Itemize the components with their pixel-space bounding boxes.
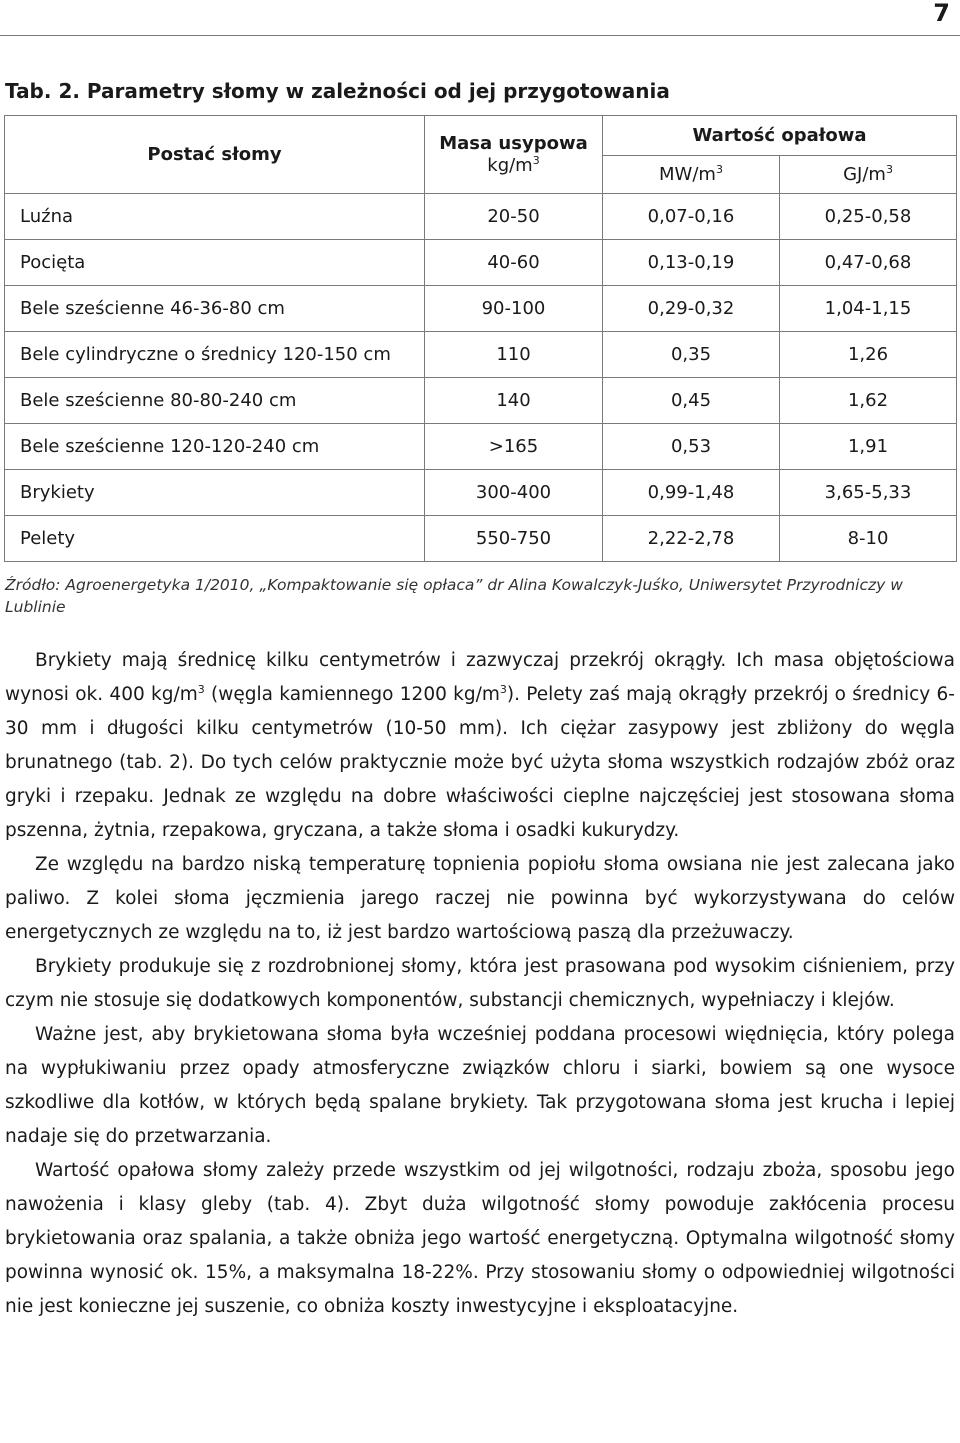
header-form: Postać słomy (5, 116, 425, 194)
header-bulk-density-title: Masa usypowa (439, 132, 588, 154)
row-label: Bele cylindryczne o średnicy 120-150 cm (5, 332, 425, 378)
table-row (5, 240, 957, 286)
row-mass: 550-750 (425, 516, 603, 562)
row-mass: >165 (425, 424, 603, 470)
row-mw: 0,99-1,48 (603, 470, 780, 516)
table-row (5, 470, 957, 516)
table-row (5, 424, 957, 470)
table-row (5, 378, 957, 424)
row-gj: 3,65-5,33 (780, 470, 957, 516)
row-gj: 0,47-0,68 (780, 240, 957, 286)
paragraph-briquettes-pellets: Brykiety mają średnicę kilku centymetrów i zazwyczaj przekrój okrągły. Ich masa objętościowa wynosi ok. 400 $kg/m^3$ (węgla kamiennego 1200 $kg/m^3$). Pelety zaś mają okrągły przekrój o średnicy 6-30 mm i długości kilku centymetrów (10-50 mm). Ich ciężar zasypowy jest zbliżony do węgla brunatnego (tab. 2). Do tych celów praktycznie może być użyta słoma wszystkich rodzajów zbóż oraz gryki i rzepaku. Jednak ze względu na dobre właściwości cieplne najczęściej jest stosowana słoma pszenna, żytnia, rzepakowa, gryczana, a także słoma i osadki kukurydzy. (5, 650, 955, 841)
paragraph-moisture: Wartość opałowa słomy zależy przede wszystkim od jej wilgotności, rodzaju zboża, sposobu jego nawożenia i klasy gleby (tab. 4). Zbyt duża wilgotność słomy powoduje zakłócenia procesu brykietowania oraz spalania, a także obniża jego wartość energetyczną. Optymalna wilgotność słomy powinna wynosić ok. 15%, a maksymalna 18-22%. Przy stosowaniu słomy o odpowiedniej wilgotności nie jest konieczne jej suszenie, co obniża koszty inwestycyjne i eksploatacyjne. (5, 1160, 955, 1317)
row-mass: 90-100 (425, 286, 603, 332)
row-mw: 0,13-0,19 (603, 240, 780, 286)
header-calorific-value: Wartość opałowa (603, 116, 957, 156)
row-gj: 1,04-1,15 (780, 286, 957, 332)
table-row (5, 194, 957, 240)
row-label: Pocięta (5, 240, 425, 286)
row-mw: 2,22-2,78 (603, 516, 780, 562)
row-mass: 140 (425, 378, 603, 424)
paragraph-oat-barley: Ze względu na bardzo niską temperaturę topnienia popiołu słoma owsiana nie jest zalecana jako paliwo. Z kolei słoma jęczmienia jarego raczej nie powinna być wykorzystywana do celów energetycznych ze względu na to, iż jest bardzo wartościową paszą dla przeżuwaczy. (5, 854, 955, 943)
row-gj: 1,26 (780, 332, 957, 378)
row-mw: 0,53 (603, 424, 780, 470)
straw-parameters-table (4, 115, 957, 562)
row-gj: 0,25-0,58 (780, 194, 957, 240)
header-rule (0, 35, 960, 36)
body-text (5, 644, 955, 1324)
row-mass: 300-400 (425, 470, 603, 516)
header-bulk-density (425, 116, 603, 194)
row-mass: 40-60 (425, 240, 603, 286)
row-gj: 1,91 (780, 424, 957, 470)
header-bulk-density-unit: $kg/m^3$ (487, 153, 540, 176)
table-row (5, 332, 957, 378)
row-mw: 0,35 (603, 332, 780, 378)
paragraph-production: Brykiety produkuje się z rozdrobnionej słomy, która jest prasowana pod wysokim ciśnieniem, przy czym nie stosuje się dodatkowych komponentów, substancji chemicznych, wypełniaczy i klejów. (5, 956, 955, 1011)
row-label: Luźna (5, 194, 425, 240)
row-label: Bele sześcienne 46-36-80 cm (5, 286, 425, 332)
row-mw: 0,29-0,32 (603, 286, 780, 332)
row-label: Brykiety (5, 470, 425, 516)
header-mw-unit: $MW/m^3$ (603, 156, 780, 194)
row-mw: 0,07-0,16 (603, 194, 780, 240)
row-mass: 110 (425, 332, 603, 378)
header-gj-unit: $GJ/m^3$ (780, 156, 957, 194)
row-gj: 8-10 (780, 516, 957, 562)
paragraph-weathering: Ważne jest, aby brykietowana słoma była wcześniej poddana procesowi więdnięcia, który polega na wypłukiwaniu przez opady atmosferyczne związków chloru i siarki, bowiem są one wysoce szkodliwe dla kotłów, w których będą spalane brykiety. Tak przygotowana słoma jest krucha i lepiej nadaje się do przetwarzania. (5, 1024, 955, 1147)
table-row (5, 286, 957, 332)
row-mw: 0,45 (603, 378, 780, 424)
table-source-note: Źródło: Agroenergetyka 1/2010, „Kompaktowanie się opłaca” dr Alina Kowalczyk-Juśko, Uniwersytet Przyrodniczy w Lublinie (5, 576, 903, 616)
row-mass: 20-50 (425, 194, 603, 240)
row-label: Pelety (5, 516, 425, 562)
page-number: 7 (933, 0, 950, 27)
row-gj: 1,62 (780, 378, 957, 424)
row-label: Bele sześcienne 120-120-240 cm (5, 424, 425, 470)
table-caption: Tab. 2. Parametry słomy w zależności od jej przygotowania (5, 79, 670, 103)
table-row (5, 516, 957, 562)
row-label: Bele sześcienne 80-80-240 cm (5, 378, 425, 424)
